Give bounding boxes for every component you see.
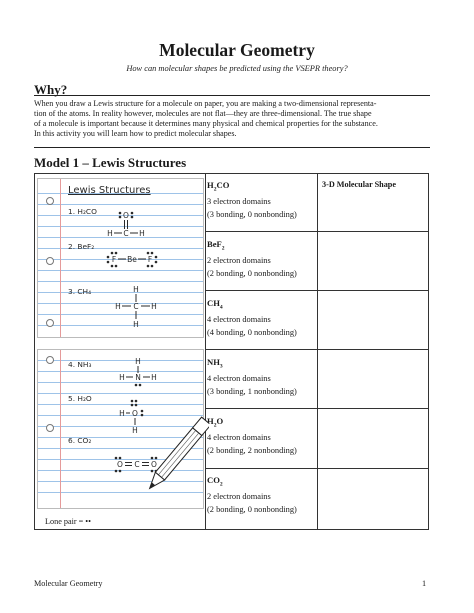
table-divider (317, 174, 318, 529)
molecule-cell (207, 179, 317, 221)
molecule-formula: BeF$_2$ (207, 239, 225, 252)
svg-text:H: H (107, 229, 113, 238)
why-line: of a molecule is important because it determines many physical and chemical properties for the substance. (34, 119, 378, 128)
electron-domains: 3 electron domains (207, 197, 271, 207)
svg-text:C: C (133, 302, 139, 311)
molecule-cell (207, 238, 317, 280)
shape-column-header: 3-D Molecular Shape (322, 180, 396, 189)
svg-text:H: H (119, 373, 125, 382)
page-subtitle: How can molecular shapes be predicted using the VSEPR theory? (126, 64, 348, 73)
model-heading: Model 1 – Lewis Structures (34, 155, 187, 170)
domain-detail: (3 bonding, 0 nonbonding) (207, 209, 297, 219)
why-bottom-rule (34, 147, 430, 148)
notebook-margin (60, 350, 61, 508)
notebook-item: 6. CO₂ (68, 436, 92, 445)
table-row-line (205, 349, 428, 350)
svg-text:C: C (123, 229, 129, 238)
footer-title: Molecular Geometry (34, 579, 103, 588)
notebook-page-top (37, 178, 204, 338)
molecule-cell (207, 356, 317, 398)
domain-detail: (3 bonding, 1 nonbonding) (207, 386, 297, 396)
pencil-icon (143, 412, 209, 502)
domain-detail: (2 bonding, 2 nonbonding) (207, 445, 297, 455)
domain-detail: (2 bonding, 0 nonbonding) (207, 268, 297, 278)
why-heading: Why? (34, 82, 68, 97)
electron-domains: 4 electron domains (207, 433, 271, 443)
svg-text:H: H (139, 229, 145, 238)
molecule-formula: $H_2CO$ (207, 180, 230, 193)
binder-hole (46, 319, 54, 327)
svg-text:H: H (133, 320, 139, 329)
binder-hole (46, 197, 54, 205)
svg-text:Be: Be (127, 255, 137, 264)
svg-text:O: O (123, 211, 129, 220)
molecule-formula: $NH_3$ (207, 357, 223, 370)
molecule-formula: $CO_2$ (207, 475, 223, 488)
svg-text:O: O (132, 409, 138, 418)
molecule-cell (207, 297, 317, 339)
why-line: In this activity you will learn how to predict molecular shapes. (34, 129, 237, 138)
notebook-item: 3. CH₄ (68, 287, 92, 296)
svg-text:N: N (135, 373, 141, 382)
page-title: Molecular Geometry (159, 40, 315, 60)
svg-text:H: H (132, 426, 138, 435)
svg-text:H: H (115, 302, 121, 311)
molecule-formula: $H_2O$ (207, 416, 224, 429)
svg-text:F: F (111, 255, 117, 264)
domain-detail: (4 bonding, 0 nonbonding) (207, 327, 297, 337)
svg-text:H: H (135, 357, 141, 366)
electron-domains: 2 electron domains (207, 256, 271, 266)
molecule-cell (207, 474, 317, 516)
binder-hole (46, 424, 54, 432)
notebook-margin (60, 179, 61, 337)
molecule-formula: $CH_4$ (207, 298, 223, 311)
svg-text:F: F (147, 255, 153, 264)
svg-text:H: H (151, 302, 157, 311)
electron-domains: 4 electron domains (207, 315, 271, 325)
why-line: tion of the atoms. In reality however, molecules are not flat—they are three-dimensional. The true shape (34, 109, 372, 118)
table-row-line (205, 231, 428, 232)
model-table (34, 173, 429, 530)
electron-domains: 2 electron domains (207, 492, 271, 502)
notebook-title: Lewis Structures (68, 185, 151, 196)
svg-text:H: H (119, 409, 125, 418)
table-row-line (205, 408, 428, 409)
svg-text:H: H (151, 373, 157, 382)
page-number: 1 (422, 579, 427, 588)
why-rule (34, 95, 430, 96)
notebook-item: 1. H₂CO (68, 207, 97, 216)
svg-text:O: O (151, 460, 157, 469)
notebook-item: 5. H₂O (68, 394, 92, 403)
svg-text:C: C (134, 460, 140, 469)
binder-hole (46, 356, 54, 364)
lone-pair-legend: Lone pair = •• (45, 517, 92, 526)
electron-domains: 4 electron domains (207, 374, 271, 384)
why-line: When you draw a Lewis structure for a molecule on paper, you are making a two-dimensional representa- (34, 99, 377, 108)
why-paragraph (34, 99, 432, 139)
notebook-item: 2. BeF₂ (68, 242, 95, 251)
svg-text:H: H (133, 285, 139, 294)
binder-hole (46, 257, 54, 265)
notebook-item: 4. NH₃ (68, 360, 92, 369)
table-row-line (205, 290, 428, 291)
domain-detail: (2 bonding, 0 nonbonding) (207, 504, 297, 514)
svg-text:O: O (117, 460, 123, 469)
lewis-structures-top (98, 203, 198, 337)
molecule-cell (207, 415, 317, 457)
table-row-line (205, 468, 428, 469)
